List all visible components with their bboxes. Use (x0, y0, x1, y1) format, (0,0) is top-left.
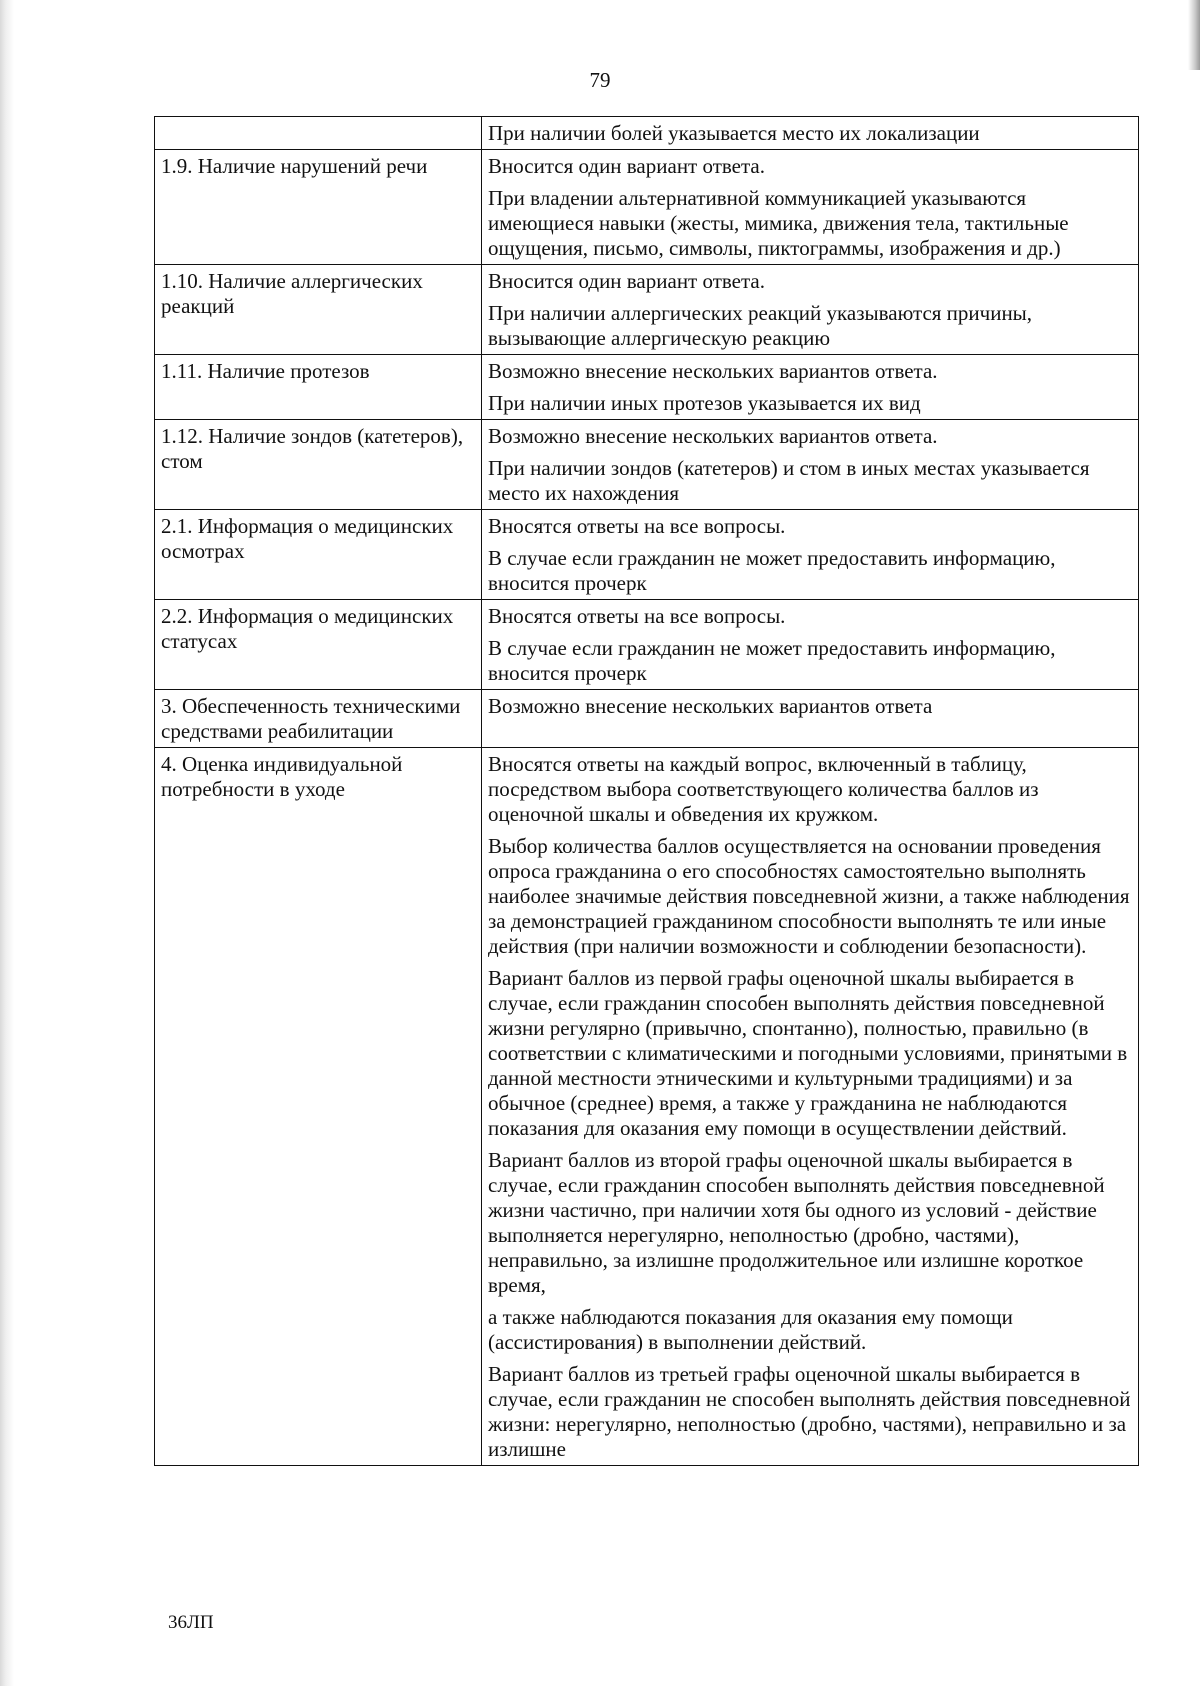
row-description (482, 510, 1139, 600)
row-paragraph: В случае если гражданин не может предоставить информацию, вносится прочерк (488, 636, 1056, 685)
row-description (482, 748, 1139, 1466)
footer-code: 36ЛП (168, 1612, 214, 1633)
row-paragraph: а также наблюдаются показания для оказания ему помощи (ассистирования) в выполнении действий. (488, 1305, 1013, 1354)
row-paragraph: При наличии иных протезов указывается их вид (488, 391, 921, 415)
row-description (482, 265, 1139, 355)
row-paragraph: Вносятся ответы на все вопросы. (488, 604, 786, 628)
row-paragraph: Вариант баллов из третьей графы оценочной шкалы выбирается в случае, если гражданин не способен выполнять действия повседневной жизни: нерегулярно, неполностью (дробно, частями), неправильно и за излишне (488, 1362, 1131, 1461)
row-paragraph: Возможно внесение нескольких вариантов ответа. (488, 424, 938, 448)
row-paragraph: Вариант баллов из первой графы оценочной шкалы выбирается в случае, если гражданин способен выполнять действия повседневной жизни регулярно (привычно, спонтанно), полностью, правильно (в соответствии с климатическими и погодными условиями, принятыми в данной местности этническими и культурными традициями) и за обычное (среднее) время, а также у гражданина не наблюдаются показания для оказания ему помощи в осуществлении действий. (488, 966, 1128, 1140)
row-paragraph: При наличии болей указывается место их локализации (488, 121, 980, 145)
row-label-text: 1.12. Наличие зондов (катетеров), стом (161, 424, 464, 473)
table-row (155, 117, 1139, 150)
row-label-text: 4. Оценка индивидуальной потребности в уходе (161, 752, 403, 801)
row-label-text: 1.9. Наличие нарушений речи (161, 154, 428, 178)
row-description (482, 150, 1139, 265)
table-row (155, 748, 1139, 1466)
row-paragraph: При наличии зондов (катетеров) и стом в иных местах указывается место их нахождения (488, 456, 1090, 505)
row-paragraph: Возможно внесение нескольких вариантов ответа (488, 694, 933, 718)
row-paragraph: Вариант баллов из второй графы оценочной шкалы выбирается в случае, если гражданин способен выполнять действия повседневной жизни частично, при наличии хотя бы одного из условий - действие выполняется нерегулярно, неполностью (дробно, частями), неправильно, за излишне продолжительное или излишне короткое время, (488, 1148, 1105, 1297)
row-description (482, 690, 1139, 748)
instructions-table (154, 116, 1139, 1466)
row-description (482, 117, 1139, 150)
row-label (155, 420, 482, 510)
row-description (482, 420, 1139, 510)
row-paragraph: Вносятся ответы на каждый вопрос, включенный в таблицу, посредством выбора соответствующего количества баллов из оценочной шкалы и обведения их кружком. (488, 752, 1039, 826)
row-paragraph: Возможно внесение нескольких вариантов ответа. (488, 359, 938, 383)
table-row (155, 690, 1139, 748)
page-number: 79 (589, 68, 611, 92)
table-row (155, 600, 1139, 690)
row-label-text: 3. Обеспеченность техническими средствами реабилитации (161, 694, 461, 743)
row-label (155, 117, 482, 150)
row-paragraph: Вносится один вариант ответа. (488, 154, 765, 178)
row-label (155, 600, 482, 690)
row-label (155, 265, 482, 355)
row-label (155, 510, 482, 600)
row-paragraph: В случае если гражданин не может предоставить информацию, вносится прочерк (488, 546, 1056, 595)
row-paragraph: При владении альтернативной коммуникацией указываются имеющиеся навыки (жесты, мимика, движения тела, тактильные ощущения, письмо, символы, пиктограммы, изображения и др.) (488, 186, 1069, 260)
table-row (155, 355, 1139, 420)
row-label (155, 748, 482, 1466)
row-paragraph: Вносится один вариант ответа. (488, 269, 765, 293)
scan-edge-left (0, 0, 14, 1686)
row-label (155, 150, 482, 265)
row-label (155, 690, 482, 748)
table-row (155, 265, 1139, 355)
row-label-text: 2.1. Информация о медицинских осмотрах (161, 514, 454, 563)
row-label-text: 2.2. Информация о медицинских статусах (161, 604, 454, 653)
row-description (482, 355, 1139, 420)
row-label-text: 1.10. Наличие аллергических реакций (161, 269, 423, 318)
row-paragraph: При наличии аллергических реакций указываются причины, вызывающие аллергическую реакцию (488, 301, 1033, 350)
row-description (482, 600, 1139, 690)
table-row (155, 510, 1139, 600)
scan-corner (1188, 0, 1200, 70)
table-row (155, 150, 1139, 265)
row-paragraph: Выбор количества баллов осуществляется на основании проведения опроса гражданина о его способностях самостоятельно выполнять наиболее значимые действия повседневной жизни, а также наблюдения за демонстрацией гражданином способности выполнять те или иные действия (при наличии возможности и соблюдении безопасности). (488, 834, 1130, 958)
row-paragraph: Вносятся ответы на все вопросы. (488, 514, 786, 538)
table-row (155, 420, 1139, 510)
row-label (155, 355, 482, 420)
row-label-text: 1.11. Наличие протезов (161, 359, 370, 383)
